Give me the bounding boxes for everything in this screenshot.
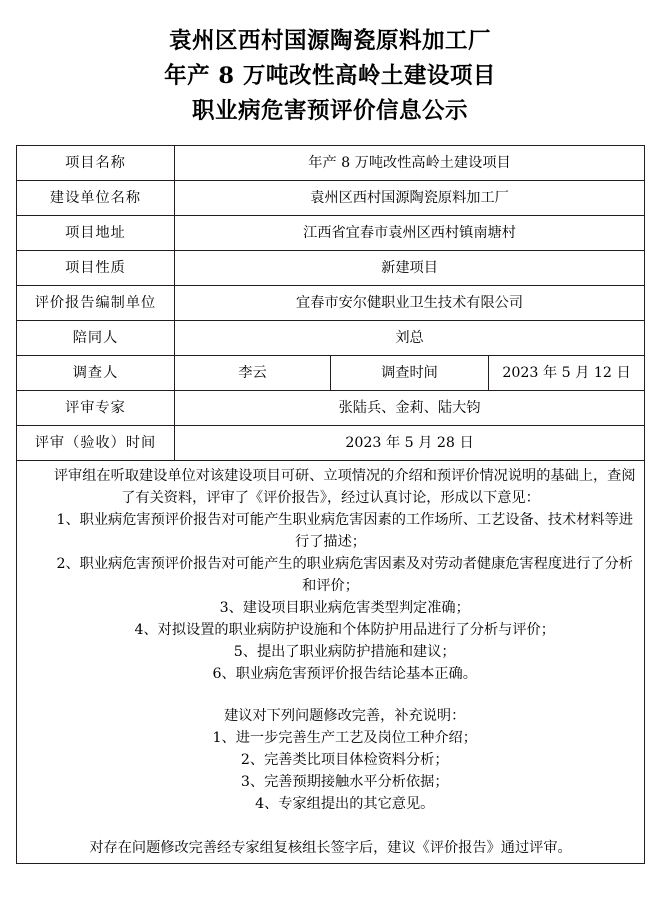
table-row (17, 426, 645, 461)
suggestion-item-3: 3、完善预期接触水平分析依据； (240, 774, 449, 790)
table-row (17, 181, 645, 216)
title-line-3: 职业病危害预评价信息公示 (191, 98, 468, 124)
row-label-project-name: 项目名称 (17, 146, 175, 181)
suggestion-item-2: 2、完善类比项目体检资料分析； (240, 752, 449, 768)
table-row (17, 286, 645, 321)
review-opinions-cell (17, 461, 645, 864)
table-row-opinions (17, 461, 645, 864)
conclusion-text: 对存在问题修改完善经专家组复核组长签字后，建议《评价报告》通过评审。 (89, 840, 572, 856)
row-value-report-unit: 宜春市安尔健职业卫生技术有限公司 (175, 286, 645, 321)
info-table (16, 145, 645, 864)
opinion-item-5: 5、提出了职业病防护措施和建议； (233, 644, 456, 660)
document-title (16, 24, 644, 129)
row-label-accompanying-person: 陪同人 (17, 321, 175, 356)
row-label-project-nature: 项目性质 (17, 251, 175, 286)
row-label-construction-unit: 建设单位名称 (17, 181, 175, 216)
row-value-project-name: 年产 8 万吨改性高岭土建设项目 (175, 146, 645, 181)
opinion-item-3: 3、建设项目职业病危害类型判定准确； (219, 600, 470, 616)
row-value-review-time: 2023 年 5 月 28 日 (175, 426, 645, 461)
table-row (17, 146, 645, 181)
row-label-report-unit: 评价报告编制单位 (17, 286, 175, 321)
row-label-survey-time: 调查时间 (331, 356, 489, 391)
row-value-construction-unit: 袁州区西村国源陶瓷原料加工厂 (175, 181, 645, 216)
opinion-item-6: 6、职业病危害预评价报告结论基本正确。 (212, 666, 477, 682)
title-line-1: 袁州区西村国源陶瓷原料加工厂 (168, 28, 491, 54)
row-value-project-address: 江西省宜春市袁州区西村镇南塘村 (175, 216, 645, 251)
opinion-item-1: 1、职业病危害预评价报告对可能产生职业病危害因素的工作场所、工艺设备、技术材料等进行了描述； (56, 512, 633, 550)
table-row (17, 216, 645, 251)
row-label-surveyor: 调查人 (17, 356, 175, 391)
table-row (17, 391, 645, 426)
opinions-intro: 评审组在听取建设单位对该建设项目可研、立项情况的介绍和预评价情况说明的基础上，查阅了有关资料，评审了《评价报告》，经过认真讨论，形成以下意见： (53, 468, 636, 506)
table-row (17, 321, 645, 356)
title-line-2: 年产 8 万吨改性高岭土建设项目 (164, 63, 496, 89)
suggestion-header: 建议对下列问题修改完善，补充说明： (224, 708, 466, 724)
opinion-item-2: 2、职业病危害预评价报告对可能产生的职业病危害因素及对劳动者健康危害程度进行了分析和评价； (56, 556, 633, 594)
table-row (17, 251, 645, 286)
row-value-experts: 张陆兵、金莉、陆大钧 (175, 391, 645, 426)
row-label-review-time: 评审（验收）时间 (17, 426, 175, 461)
suggestion-item-1: 1、进一步完善生产工艺及岗位工种介绍； (212, 730, 477, 746)
spacer (23, 685, 638, 705)
spacer (23, 815, 638, 835)
row-label-project-address: 项目地址 (17, 216, 175, 251)
table-row-survey (17, 356, 645, 391)
row-value-accompanying-person: 刘总 (175, 321, 645, 356)
row-value-project-nature: 新建项目 (175, 251, 645, 286)
row-value-survey-time: 2023 年 5 月 12 日 (489, 356, 645, 391)
opinion-item-4: 4、对拟设置的职业病防护设施和个体防护用品进行了分析与评价； (134, 622, 555, 638)
suggestion-item-4: 4、专家组提出的其它意见。 (255, 796, 435, 812)
row-label-experts: 评审专家 (17, 391, 175, 426)
row-value-surveyor: 李云 (175, 356, 331, 391)
